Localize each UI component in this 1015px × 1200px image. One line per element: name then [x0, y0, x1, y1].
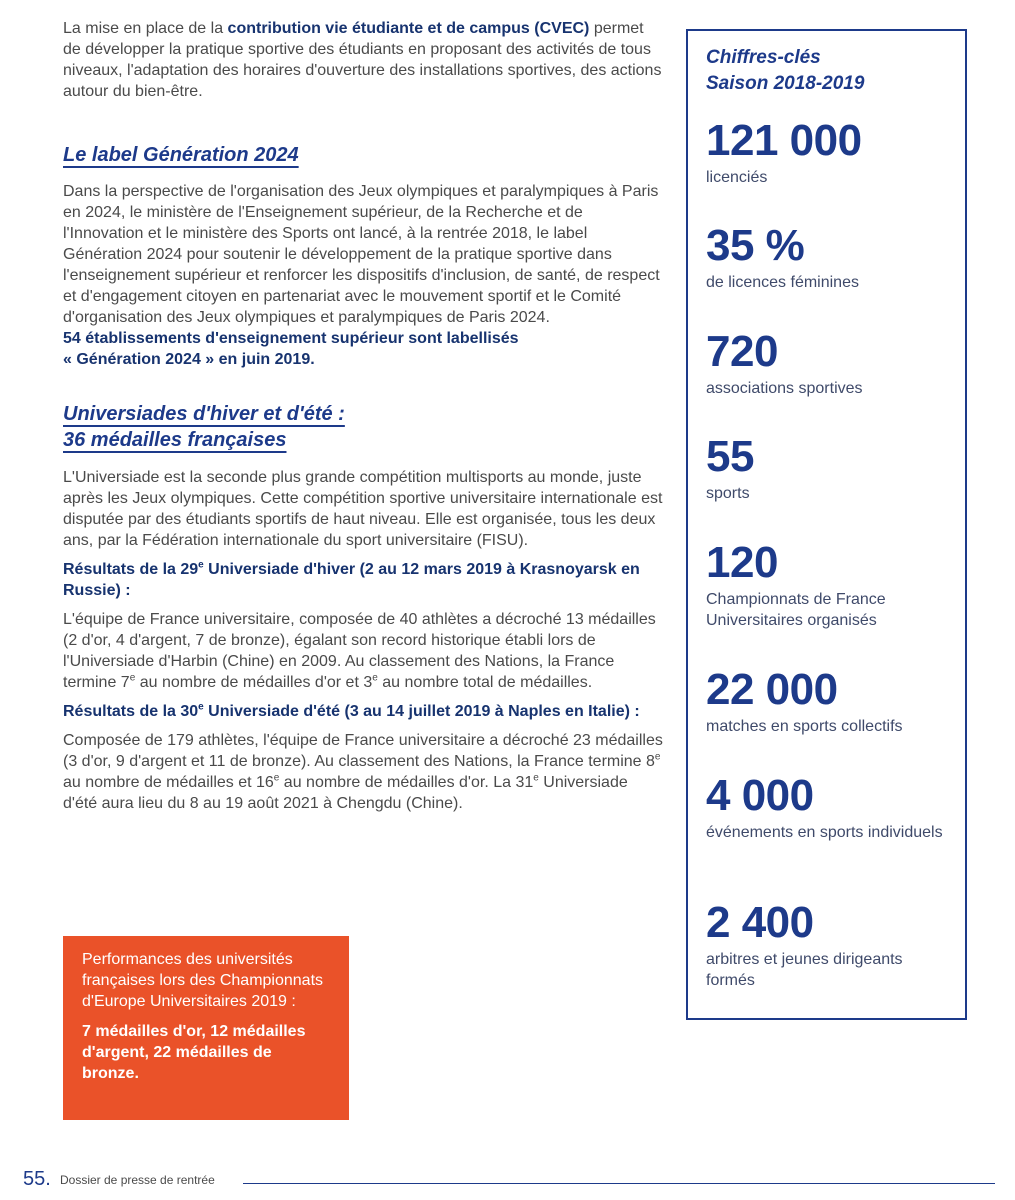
stat-championnats	[706, 539, 946, 631]
stat-label: Championnats de France Universitaires organisés	[706, 591, 886, 629]
highlight-line-1: 54 établissements d'enseignement supérieur sont labellisés	[63, 330, 519, 347]
stat-evenements	[706, 772, 946, 843]
stat-associations	[706, 328, 946, 399]
stat-value: 4 000	[706, 771, 814, 820]
winter-results-heading: Résultats de la 29e Universiade d'hiver (2 au 12 mars 2019 à Krasnoyarsk en Russie) :	[63, 559, 640, 599]
stat-licences-feminines	[706, 222, 946, 293]
highlight-line-2: « Génération 2024 » en juin 2019.	[63, 351, 315, 368]
stat-value: 120	[706, 538, 778, 587]
callout-text: Performances des universités françaises lors des Championnats d'Europe Universitaires 2019 :	[82, 951, 324, 1010]
generation-2024-highlight	[63, 328, 663, 370]
section-title-universiades	[63, 401, 663, 453]
summer-results-body: Composée de 179 athlètes, l'équipe de France universitaire a décroché 23 médailles (3 d'or, 9 d'argent et 11 de bronze). Au classement des Nations, la France termine 8e au nombre de médailles et 16e au nombre de médailles d'or. La 31e Universiade d'été aura lieu du 8 au 19 août 2021 à Chengdu (Chine).	[63, 732, 663, 812]
stat-label: événements en sports individuels	[706, 824, 943, 841]
stat-label: arbitres et jeunes dirigeants formés	[706, 951, 903, 989]
key-figures-title-line-2: Saison 2018-2019	[706, 73, 865, 94]
stat-matches	[706, 666, 946, 737]
footer-rule	[243, 1183, 995, 1184]
stat-value: 22 000	[706, 665, 838, 714]
page-footer	[23, 1168, 995, 1192]
stat-sports	[706, 433, 946, 504]
stat-label: matches en sports collectifs	[706, 718, 903, 735]
intro-text-end: permet de développer la pratique sportive des étudiants en proposant des activités de tous niveaux, l'adaptation des horaires d'ouverture des installations sportives, des actions autour du bien-être.	[63, 20, 662, 100]
key-figures-title	[706, 45, 864, 97]
universiade-body: L'Universiade est la seconde plus grande compétition multisports au monde, juste après les Jeux olympiques. Cette compétition sportive universitaire internationale est disputée par des étudiants sportifs de haut niveau. Elle est organisée, tous les deux ans, par la Fédération internationale du sport universitaire (FISU).	[63, 469, 663, 549]
footer-label: Dossier de presse de rentrée	[60, 1173, 215, 1187]
stat-licencies	[706, 117, 946, 188]
stat-value: 2 400	[706, 898, 814, 947]
stat-arbitres	[706, 899, 946, 991]
generation-2024-body: Dans la perspective de l'organisation des Jeux olympiques et paralympiques à Paris en 2024, le ministère de l'Enseignement supérieur, de la Recherche et de l'Innovation et le ministère des Sports ont lancé, à la rentrée 2018, le label Génération 2024 pour soutenir le développement de la pratique sportive dans l'enseignement supérieur et renforcer les dispositifs d'inclusion, de santé, de respect et d'engagement citoyen en partenariat avec le mouvement sportif et le Comité d'organisation des Jeux olympiques et paralympiques de Paris 2024.	[63, 183, 660, 326]
intro-paragraph	[63, 18, 663, 102]
stat-label: de licences féminines	[706, 274, 859, 291]
intro-text-start: La mise en place de la	[63, 20, 228, 37]
stat-value: 35 %	[706, 221, 805, 270]
universiades-title-line-2: 36 médailles françaises	[63, 429, 287, 451]
stat-label: associations sportives	[706, 380, 863, 397]
callout-medals: 7 médailles d'or, 12 médailles d'argent, 22 médailles de bronze.	[82, 1023, 306, 1082]
cvec-bold: contribution vie étudiante et de campus (CVEC)	[227, 20, 590, 37]
universiades-title-line-1: Universiades d'hiver et d'été :	[63, 403, 345, 425]
stat-label: licenciés	[706, 169, 768, 186]
section-title-generation-2024: Le label Génération 2024	[63, 144, 299, 166]
stat-value: 55	[706, 432, 754, 481]
stat-label: sports	[706, 485, 750, 502]
key-figures-box	[686, 29, 967, 1020]
stat-value: 720	[706, 327, 778, 376]
stat-value: 121 000	[706, 116, 862, 165]
winter-results-body: L'équipe de France universitaire, composée de 40 athlètes a décroché 13 médailles (2 d'or, 4 d'argent, 7 de bronze), égalant son record historique établi lors de l'Universiade d'Harbin (Chine) en 2009. Au classement des Nations, la France termine 7e au nombre de médailles d'or et 3e au nombre total de médailles.	[63, 611, 656, 691]
summer-results-heading: Résultats de la 30e Universiade d'été (3 au 14 juillet 2019 à Naples en Italie) :	[63, 701, 640, 720]
main-column	[63, 18, 663, 814]
championnats-europe-callout	[63, 936, 349, 1120]
page-number: 55.	[23, 1168, 51, 1190]
key-figures-title-line-1: Chiffres-clés	[706, 47, 821, 68]
